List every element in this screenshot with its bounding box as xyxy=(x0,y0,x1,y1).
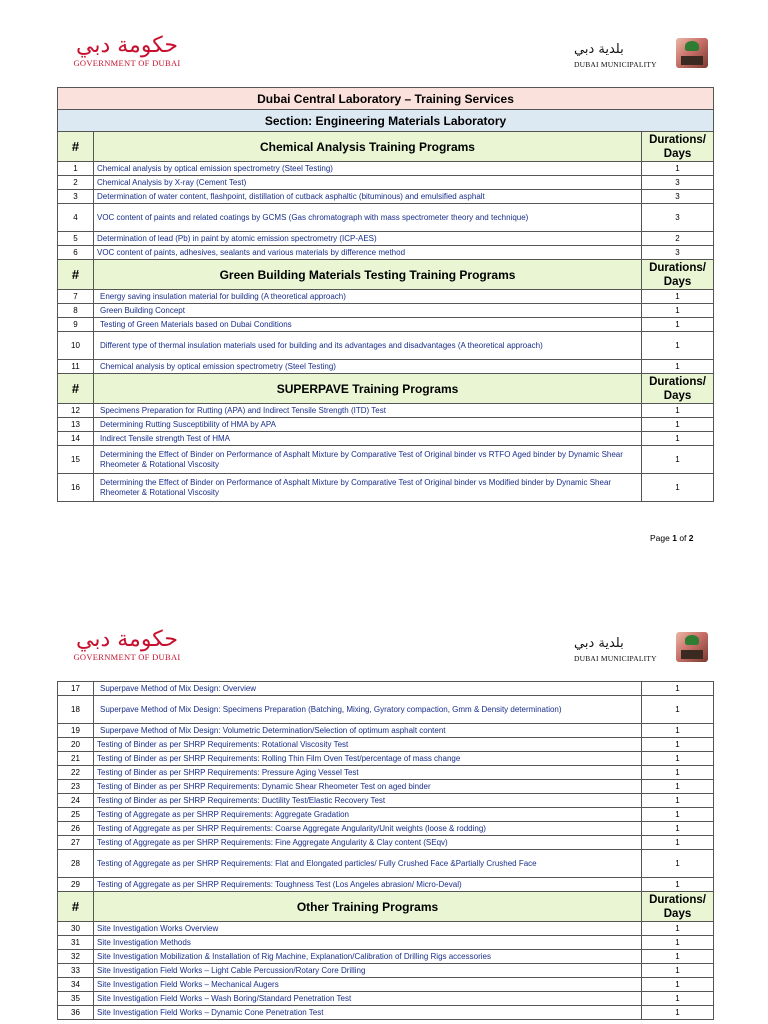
program-title: Testing of Binder as per SHRP Requirements: Rolling Thin Film Oven Test/percentage of mass change xyxy=(94,752,642,766)
program-number: 24 xyxy=(58,794,94,808)
program-number: 25 xyxy=(58,808,94,822)
gov-logo-english: GOVERNMENT OF DUBAI xyxy=(73,652,181,662)
program-duration: 1 xyxy=(642,682,714,696)
section-header-row xyxy=(58,132,714,162)
program-title: Determining the Effect of Binder on Performance of Asphalt Mixture by Comparative Test of Original binder vs Modified binder by Dynamic Shear Rheometer & Rotational Viscosity xyxy=(94,474,642,502)
program-group-title: Green Building Materials Testing Training Programs xyxy=(94,260,642,290)
section-title: Section: Engineering Materials Laboratory xyxy=(58,110,714,132)
program-number: 29 xyxy=(58,878,94,892)
program-number: 5 xyxy=(58,232,94,246)
municipality-emblem-icon xyxy=(676,632,708,662)
program-number: 4 xyxy=(58,204,94,232)
muni-logo-arabic: بلدية دبي xyxy=(574,636,624,651)
program-number: 12 xyxy=(58,404,94,418)
program-duration: 3 xyxy=(642,246,714,260)
section-header-row xyxy=(58,374,714,404)
program-title: Determining the Effect of Binder on Performance of Asphalt Mixture by Comparative Test of Original binder vs RTFO Aged binder by Dynamic Shear Rheometer & Rotational Viscosity xyxy=(94,446,642,474)
program-title: Determining Rutting Susceptibility of HMA by APA xyxy=(94,418,642,432)
table-row xyxy=(58,404,714,418)
table-row xyxy=(58,432,714,446)
program-duration: 1 xyxy=(642,992,714,1006)
program-title: Testing of Binder as per SHRP Requirements: Pressure Aging Vessel Test xyxy=(94,766,642,780)
program-title: Site Investigation Field Works – Mechanical Augers xyxy=(94,978,642,992)
program-title: Site Investigation Works Overview xyxy=(94,922,642,936)
program-title: Superpave Method of Mix Design: Volumetric Determination/Selection of optimum asphalt content xyxy=(94,724,642,738)
program-duration: 1 xyxy=(642,850,714,878)
program-group-title: SUPERPAVE Training Programs xyxy=(94,374,642,404)
table-row xyxy=(58,780,714,794)
duration-column-header: Durations/ Days xyxy=(642,260,714,290)
program-duration: 1 xyxy=(642,836,714,850)
table-row xyxy=(58,950,714,964)
program-title: VOC content of paints, adhesives, sealants and various materials by difference method xyxy=(94,246,642,260)
program-number: 34 xyxy=(58,978,94,992)
program-title: Chemical analysis by optical emission spectrometry (Steel Testing) xyxy=(94,360,642,374)
program-number: 18 xyxy=(58,696,94,724)
program-duration: 3 xyxy=(642,176,714,190)
muni-logo-arabic: بلدية دبي xyxy=(574,42,624,57)
program-number: 26 xyxy=(58,822,94,836)
gov-logo-arabic: حكومة دبي xyxy=(76,33,178,58)
table-row xyxy=(58,1006,714,1020)
program-number: 15 xyxy=(58,446,94,474)
table-row xyxy=(58,738,714,752)
program-duration: 1 xyxy=(642,290,714,304)
program-title: Testing of Aggregate as per SHRP Requirements: Coarse Aggregate Angularity/Unit weights (loose & rodding) xyxy=(94,822,642,836)
program-title: Testing of Aggregate as per SHRP Requirements: Fine Aggregate Angularity & Clay content (SEqv) xyxy=(94,836,642,850)
duration-column-header: Durations/ Days xyxy=(642,374,714,404)
duration-column-header: Durations/ Days xyxy=(642,892,714,922)
program-title: Testing of Aggregate as per SHRP Requirements: Flat and Elongated particles/ Fully Crushed Face &Partially Crushed Face xyxy=(94,850,642,878)
duration-column-header: Durations/ Days xyxy=(642,132,714,162)
program-number: 31 xyxy=(58,936,94,950)
program-duration: 1 xyxy=(642,474,714,502)
program-duration: 1 xyxy=(642,332,714,360)
training-table-page-1 xyxy=(57,87,714,502)
table-row xyxy=(58,360,714,374)
table-row xyxy=(58,752,714,766)
program-title: Testing of Aggregate as per SHRP Requirements: Toughness Test (Los Angeles abrasion/ Micro-Deval) xyxy=(94,878,642,892)
program-duration: 1 xyxy=(642,432,714,446)
table-row xyxy=(58,992,714,1006)
program-title: Green Building Concept xyxy=(94,304,642,318)
program-title: Different type of thermal insulation materials used for building and its advantages and disadvantages (A theoretical approach) xyxy=(94,332,642,360)
program-duration: 1 xyxy=(642,418,714,432)
program-duration: 3 xyxy=(642,204,714,232)
program-number: 36 xyxy=(58,1006,94,1020)
program-title: Testing of Aggregate as per SHRP Requirements: Aggregate Gradation xyxy=(94,808,642,822)
program-title: Superpave Method of Mix Design: Overview xyxy=(94,682,642,696)
table-row xyxy=(58,978,714,992)
muni-logo-english: DUBAI MUNICIPALITY xyxy=(574,60,657,69)
table-row xyxy=(58,190,714,204)
program-number: 17 xyxy=(58,682,94,696)
program-number: 14 xyxy=(58,432,94,446)
program-duration: 1 xyxy=(642,404,714,418)
program-title: Determination of lead (Pb) in paint by atomic emission spectrometry (ICP-AES) xyxy=(94,232,642,246)
table-row xyxy=(58,246,714,260)
section-header-row xyxy=(58,892,714,922)
program-number: 11 xyxy=(58,360,94,374)
table-row xyxy=(58,850,714,878)
program-duration: 1 xyxy=(642,936,714,950)
program-duration: 1 xyxy=(642,1006,714,1020)
municipality-emblem-icon xyxy=(676,38,708,68)
table-row xyxy=(58,836,714,850)
program-duration: 1 xyxy=(642,446,714,474)
table-row xyxy=(58,418,714,432)
table-row xyxy=(58,304,714,318)
program-duration: 2 xyxy=(642,232,714,246)
column-number-header: # xyxy=(58,132,94,162)
program-duration: 1 xyxy=(642,780,714,794)
program-number: 3 xyxy=(58,190,94,204)
table-row xyxy=(58,682,714,696)
program-duration: 1 xyxy=(642,978,714,992)
program-number: 30 xyxy=(58,922,94,936)
program-number: 33 xyxy=(58,964,94,978)
program-number: 2 xyxy=(58,176,94,190)
column-number-header: # xyxy=(58,892,94,922)
program-title: Testing of Green Materials based on Dubai Conditions xyxy=(94,318,642,332)
program-number: 21 xyxy=(58,752,94,766)
program-title: Site Investigation Field Works – Light Cable Percussion/Rotary Core Drilling xyxy=(94,964,642,978)
program-number: 13 xyxy=(58,418,94,432)
program-title: Determination of water content, flashpoint, distillation of cutback asphaltic (bituminous) and emulsified asphalt xyxy=(94,190,642,204)
program-duration: 1 xyxy=(642,752,714,766)
government-of-dubai-logo-page-2 xyxy=(62,628,192,662)
program-number: 23 xyxy=(58,780,94,794)
program-duration: 1 xyxy=(642,766,714,780)
program-number: 20 xyxy=(58,738,94,752)
program-title: Site Investigation Mobilization & Installation of Rig Machine, Explanation/Calibration of Drilling Rigs accessories xyxy=(94,950,642,964)
table-row xyxy=(58,878,714,892)
table-row xyxy=(58,204,714,232)
table-row xyxy=(58,332,714,360)
program-title: Chemical Analysis by X-ray (Cement Test) xyxy=(94,176,642,190)
program-title: Indirect Tensile strength Test of HMA xyxy=(94,432,642,446)
section-header-row xyxy=(58,260,714,290)
program-title: Testing of Binder as per SHRP Requirements: Ductility Test/Elastic Recovery Test xyxy=(94,794,642,808)
table-row xyxy=(58,794,714,808)
column-number-header: # xyxy=(58,374,94,404)
government-of-dubai-logo xyxy=(62,34,192,68)
program-title: Site Investigation Methods xyxy=(94,936,642,950)
table-row xyxy=(58,922,714,936)
program-number: 7 xyxy=(58,290,94,304)
column-number-header: # xyxy=(58,260,94,290)
table-row xyxy=(58,766,714,780)
table-row xyxy=(58,290,714,304)
program-number: 9 xyxy=(58,318,94,332)
program-title: Site Investigation Field Works – Dynamic Cone Penetration Test xyxy=(94,1006,642,1020)
program-number: 16 xyxy=(58,474,94,502)
table-row xyxy=(58,176,714,190)
program-title: Specimens Preparation for Rutting (APA) and Indirect Tensile Strength (ITD) Test xyxy=(94,404,642,418)
program-group-title: Other Training Programs xyxy=(94,892,642,922)
program-title: Superpave Method of Mix Design: Specimens Preparation (Batching, Mixing, Gyratory compaction, Gmm & Density determination) xyxy=(94,696,642,724)
program-number: 32 xyxy=(58,950,94,964)
program-duration: 1 xyxy=(642,922,714,936)
program-title: Chemical analysis by optical emission spectrometry (Steel Testing) xyxy=(94,162,642,176)
program-number: 6 xyxy=(58,246,94,260)
table-row xyxy=(58,318,714,332)
program-title: Energy saving insulation material for building (A theoretical approach) xyxy=(94,290,642,304)
program-duration: 1 xyxy=(642,808,714,822)
program-number: 27 xyxy=(58,836,94,850)
table-row xyxy=(58,474,714,502)
gov-logo-arabic: حكومة دبي xyxy=(76,627,178,652)
program-number: 28 xyxy=(58,850,94,878)
program-title: VOC content of paints and related coatings by GCMS (Gas chromatograph with mass spectrometer theory and technique) xyxy=(94,204,642,232)
program-duration: 1 xyxy=(642,162,714,176)
program-duration: 1 xyxy=(642,794,714,808)
program-title: Testing of Binder as per SHRP Requirements: Rotational Viscosity Test xyxy=(94,738,642,752)
training-table-page-2 xyxy=(57,681,714,1020)
page-number: Page 1 of 2 xyxy=(650,533,694,543)
program-title: Testing of Binder as per SHRP Requirements: Dynamic Shear Rheometer Test on aged binder xyxy=(94,780,642,794)
table-row xyxy=(58,964,714,978)
program-duration: 1 xyxy=(642,360,714,374)
table-row xyxy=(58,162,714,176)
program-title: Site Investigation Field Works – Wash Boring/Standard Penetration Test xyxy=(94,992,642,1006)
program-duration: 1 xyxy=(642,318,714,332)
program-number: 1 xyxy=(58,162,94,176)
table-row xyxy=(58,232,714,246)
table-row xyxy=(58,724,714,738)
program-duration: 1 xyxy=(642,878,714,892)
dubai-municipality-logo xyxy=(568,38,710,70)
gov-logo-english: GOVERNMENT OF DUBAI xyxy=(73,58,181,68)
program-duration: 1 xyxy=(642,738,714,752)
table-row xyxy=(58,446,714,474)
muni-logo-english: DUBAI MUNICIPALITY xyxy=(574,654,657,663)
program-duration: 1 xyxy=(642,724,714,738)
program-number: 35 xyxy=(58,992,94,1006)
program-number: 19 xyxy=(58,724,94,738)
program-group-title: Chemical Analysis Training Programs xyxy=(94,132,642,162)
program-duration: 1 xyxy=(642,964,714,978)
dubai-municipality-logo-page-2 xyxy=(568,632,710,664)
program-number: 22 xyxy=(58,766,94,780)
lab-title: Dubai Central Laboratory – Training Services xyxy=(58,88,714,110)
program-duration: 1 xyxy=(642,822,714,836)
program-duration: 1 xyxy=(642,696,714,724)
program-duration: 3 xyxy=(642,190,714,204)
program-duration: 1 xyxy=(642,950,714,964)
table-row xyxy=(58,822,714,836)
table-row xyxy=(58,808,714,822)
program-number: 8 xyxy=(58,304,94,318)
table-row xyxy=(58,936,714,950)
program-number: 10 xyxy=(58,332,94,360)
table-row xyxy=(58,696,714,724)
program-duration: 1 xyxy=(642,304,714,318)
